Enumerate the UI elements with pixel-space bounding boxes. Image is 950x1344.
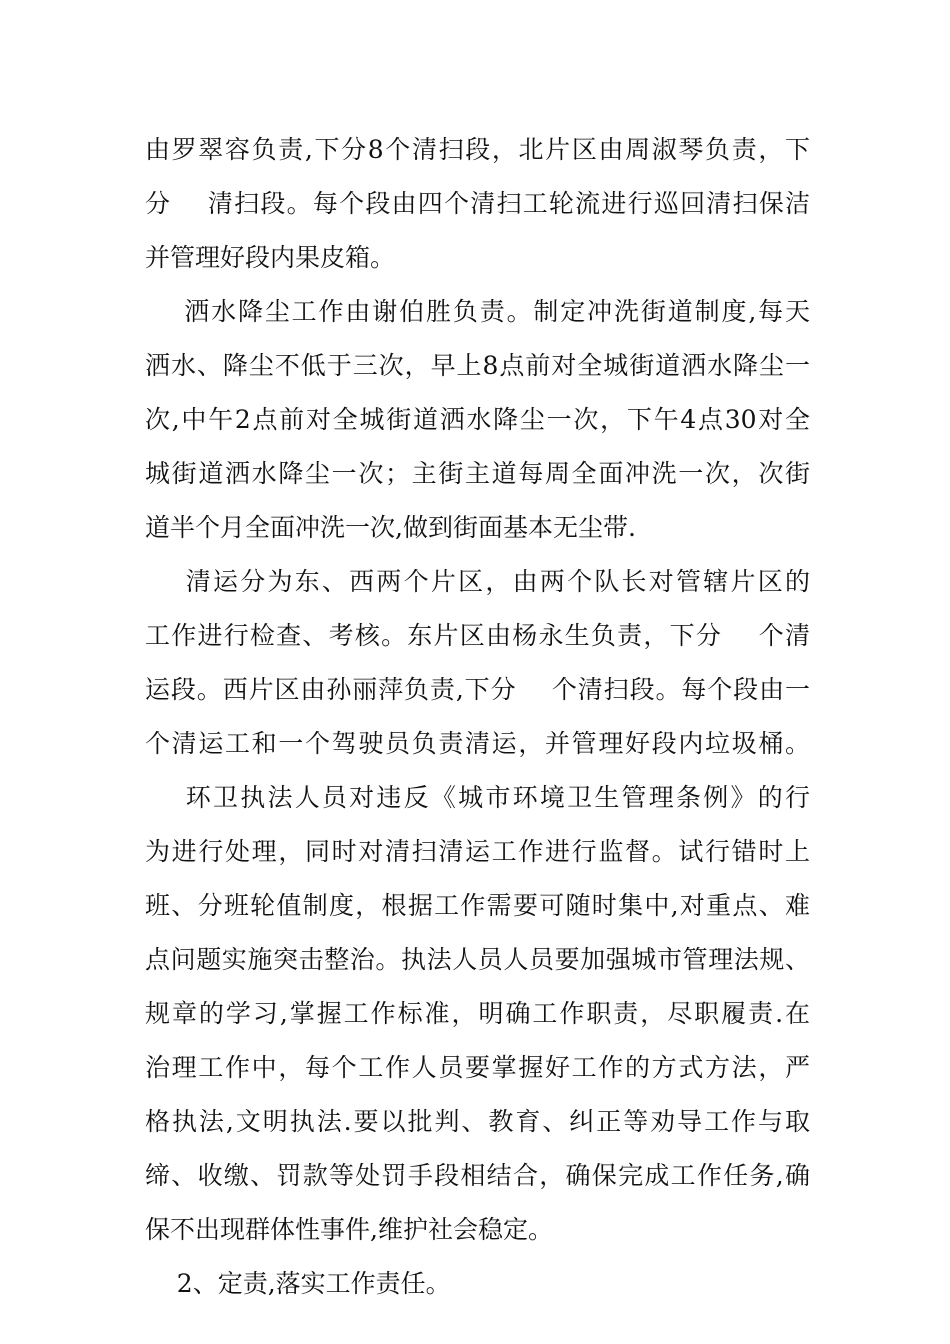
text-line: 并管理好段内果皮箱。 [145,243,396,272]
text-line: 洒水降尘工作由谢伯胜负责。制定冲洗街道制度,每天 [145,297,810,326]
text-line: 运段。西片区由孙丽萍负责,下分 个清扫段。每个段由一 [145,675,810,704]
text-line: 道半个月全面冲洗一次,做到街面基本无尘带. [145,513,636,542]
text-line: 洒水、降尘不低于三次，早上8点前对全城街道洒水降尘一 [145,351,810,380]
document-body [145,128,810,1316]
text-line: 城街道洒水降尘一次；主街主道每周全面冲洗一次，次街 [145,459,810,488]
text-line: 清运分为东、西两个片区，由两个队长对管辖片区的 [145,567,810,596]
text-line: 分 清扫段。每个段由四个清扫工轮流进行巡回清扫保洁 [145,189,810,218]
text-line: 2、定责,落实工作责任。 [145,1269,451,1298]
text-line: 班、分班轮值制度，根据工作需要可随时集中,对重点、难 [145,891,810,920]
text-line: 环卫执法人员对违反《城市环境卫生管理条例》的行 [145,783,810,812]
text-line: 由罗翠容负责,下分8个清扫段，北片区由周淑琴负责，下 [145,135,810,164]
text-line: 治理工作中，每个工作人员要掌握好工作的方式方法，严 [145,1053,810,1082]
text-line: 为进行处理，同时对清扫清运工作进行监督。试行错时上 [145,837,810,866]
text-line: 工作进行检查、考核。东片区由杨永生负责，下分 个清 [145,621,810,650]
text-line: 规章的学习,掌握工作标准，明确工作职责，尽职履责.在 [145,999,810,1028]
text-line: 点问题实施突击整治。执法人员人员要加强城市管理法规、 [145,945,810,974]
text-line: 保不出现群体性事件,维护社会稳定。 [145,1215,553,1244]
text-line: 格执法,文明执法.要以批判、教育、纠正等劝导工作与取 [145,1107,810,1136]
text-line: 次,中午2点前对全城街道洒水降尘一次，下午4点30对全 [145,405,810,434]
text-line: 个清运工和一个驾驶员负责清运，并管理好段内垃圾桶。 [145,729,810,758]
text-line: 缔、收缴、罚款等处罚手段相结合，确保完成工作任务,确 [145,1161,810,1190]
